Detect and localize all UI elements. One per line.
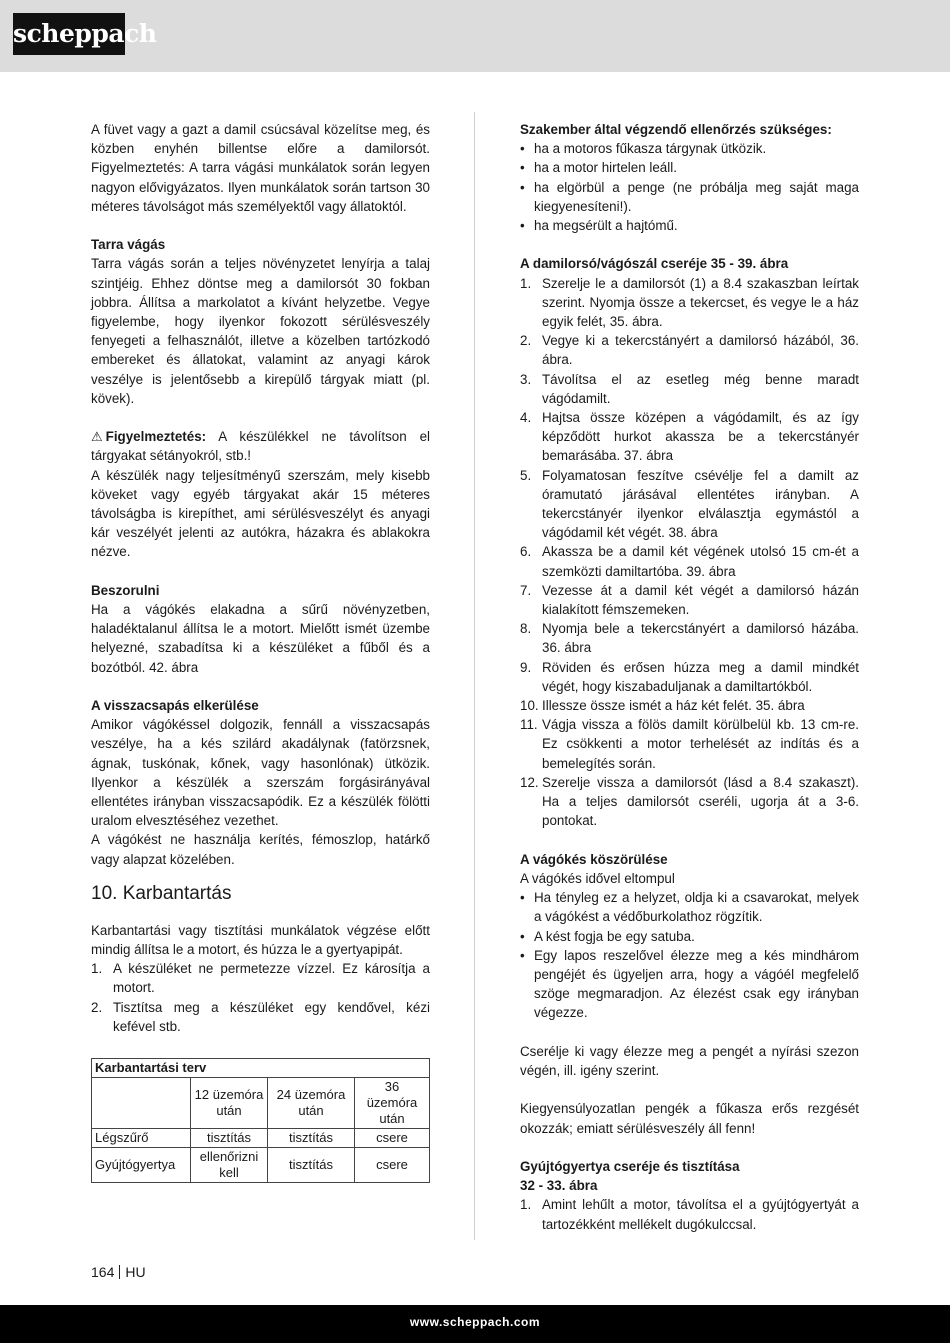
- list-item: • ha megsérült a hajtómű.: [520, 218, 678, 234]
- spool-steps-list: [520, 274, 859, 831]
- list-item: 1. Szerelje le a damilorsót (1) a 8.4 szakaszban leírtak szerint. Nyomja össze a tekercset, és vegye le a ház egyik felét, 35. ábra.: [520, 275, 859, 330]
- paragraph-koszorules: A vágókés idővel eltompul: [520, 870, 675, 886]
- list-item: • Ha tényleg ez a helyzet, oldja ki a csavarokat, melyek a vágókést a védőburkolathoz rögzítik.: [520, 890, 859, 925]
- paragraph-approach: A füvet vagy a gazt a damil csúcsával közelítse meg, és közben enyhén billentse előre a damilorsót. Figyelmeztetés: A tarra vágási munkálatok során legyen nagyon elővigyázatos. Ilyen munkálatok során tartson 30 méteres távolságot más személyektől vagy állatoktól.: [91, 122, 430, 214]
- table-cell: csere: [355, 1129, 430, 1148]
- table-cell: Légszűrő: [92, 1129, 191, 1148]
- list-item: 9. Röviden és erősen húzza meg a damil mindkét végét, hogy kiszabaduljanak a damiltartókból.: [520, 659, 859, 694]
- table-cell: tisztítás: [268, 1129, 355, 1148]
- paragraph-beszorul: Ha a vágókés elakadna a sűrű növényzetben, haladéktalanul állítsa le a motort. Mielőtt ismét üzembe helyezné, szabadítsa ki a készüléket a fűből és a bozótból. 42. ábra: [91, 602, 430, 675]
- page-number: 164 HU: [91, 1264, 146, 1280]
- heading-szakember: Szakember által végzendő ellenőrzés szükséges:: [520, 122, 832, 137]
- paragraph-csere: Cserélje ki vagy élezze meg a pengét a nyírási szezon végén, ill. igény szerint.: [520, 1043, 859, 1078]
- spark-plug-list: [520, 1195, 859, 1233]
- section-title-karbantartas: 10. Karbantartás: [91, 882, 232, 904]
- inspection-list: [520, 139, 859, 235]
- table-header-cell: 36 üzemóra után: [355, 1078, 430, 1129]
- list-item: 2. Vegye ki a tekercstányért a damilorsó házából, 36. ábra.: [520, 333, 859, 368]
- table-header-row: [92, 1078, 430, 1129]
- list-item: 11. Vágja vissza a fölös damilt körülbelül kb. 13 cm-re. Ez csökkenti a motor terhelését az indítás és a bemelegítés során.: [520, 717, 859, 771]
- heading-gyujtogyertya-figures: 32 - 33. ábra: [520, 1178, 598, 1194]
- heading-visszacsapas: A visszacsapás elkerülése: [91, 698, 259, 714]
- warning-label: Figyelmeztetés:: [105, 429, 207, 445]
- list-item: • Egy lapos reszelővel élezze meg a kés mindhárom pengéjét és ügyeljen arra, hogy a vágóél megfelelő szöge megmaradjon. Az élezést csak egy irányban végezze.: [520, 947, 859, 1021]
- maintenance-list: [91, 959, 430, 1036]
- scheppach-logo: scheppach: [13, 13, 125, 55]
- left-column: [91, 120, 430, 1183]
- paragraph-visszacsapas-2: A vágókést ne használja kerítés, fémoszlop, határkő vagy alapzat közelében.: [91, 832, 430, 867]
- list-item: 12. Szerelje vissza a damilorsót (lásd a 8.4 szakaszt). Ha a teljes damilorsót cseréli, ugorja át a 3-6. pontokat.: [520, 774, 859, 829]
- list-item: 3. Távolítsa el az esetleg még benne maradt vágódamilt.: [520, 371, 859, 406]
- maintenance-plan-table: [91, 1058, 430, 1183]
- table-title-row: [92, 1059, 430, 1078]
- heading-gyujtogyertya: Gyújtógyertya cseréje és tisztítása: [520, 1158, 740, 1174]
- right-column: [520, 120, 859, 1234]
- heading-damilorso: A damilorsó/vágószál cseréje 35 - 39. ábra: [520, 256, 789, 272]
- table-cell: Gyújtógyertya: [92, 1148, 191, 1183]
- footer-bar: [0, 1305, 950, 1343]
- table-row: [92, 1148, 430, 1183]
- paragraph-tarra: Tarra vágás során a teljes növényzetet lenyírja a talaj szintjéig. Ehhez döntse meg a damilorsót 30 fokban jobbra. Állítsa a markolatot a kívánt helyzetbe. Vegye figyelembe, hogy ilyenkor fokozott sérülésveszély fenyegeti a felhasználót, illetve a közelben tartózkodó embereket és állatokat, valamint az anyagi károk veszélye is jelentősebb a kirepülő tárgyak miatt (pl. kövek).: [91, 256, 430, 406]
- heading-tarra: Tarra vágás: [91, 237, 166, 253]
- heading-koszorules: A vágókés köszörülése: [520, 851, 668, 867]
- table-row: [92, 1129, 430, 1148]
- list-item: 8. Nyomja bele a tekercstányért a damilorsó házába. 36. ábra: [520, 621, 859, 656]
- list-item: 1. Amint lehűlt a motor, távolítsa el a gyújtógyertyát a tartozékként mellékelt dugókulccsal.: [520, 1197, 859, 1232]
- warning-triangle-icon: ⚠: [91, 429, 103, 445]
- list-item: 4. Hajtsa össze középen a vágódamilt, és az így képződött hurkot akassza be a tekercstányér bemarásába. 37. ábra: [520, 410, 859, 464]
- list-item: 7. Vezesse át a damil két végét a damilorsó házán kialakított fémszemeken.: [520, 582, 859, 618]
- heading-beszorul: Beszorulni: [91, 582, 160, 598]
- warning-text: A készülékkel ne távolítson el tárgyakat sétányokról, stb.!: [91, 429, 430, 464]
- list-item: 1. A készüléket ne permetezze vízzel. Ez károsítja a motort.: [91, 961, 430, 996]
- paragraph-warning-detail: A készülék nagy teljesítményű szerszám, mely kisebb köveket vagy egyéb tárgyakat akár 15 méteres távolságba is kirepíthet, ami sérülésveszélyt és anyagi kár veszélyét jelenti az autókra, házakra és ablakokra nézve.: [91, 467, 430, 560]
- header-bar: [0, 0, 950, 72]
- paragraph-karbantartas: Karbantartási vagy tisztítási munkálatok végzése előtt mindig állítsa le a motort, és húzza le a gyertyapipát.: [91, 922, 430, 958]
- list-item: 6. Akassza be a damil két végének utolsó 15 cm-ét a szemközti damiltartóba. 39. ábra: [520, 544, 859, 579]
- table-title: Karbantartási terv: [92, 1059, 430, 1078]
- list-item: • ha a motor hirtelen leáll.: [520, 160, 677, 176]
- table-cell: csere: [355, 1148, 430, 1183]
- table-header-cell: 12 üzemóra után: [191, 1078, 268, 1129]
- warning-paragraph: [91, 427, 430, 465]
- table-header-cell: 24 üzemóra után: [268, 1078, 355, 1129]
- list-item: • ha a motoros fűkasza tárgynak ütközik.: [520, 141, 767, 157]
- table-cell: tisztítás: [191, 1129, 268, 1148]
- sharpening-list: [520, 888, 859, 1022]
- table-header-cell: [92, 1078, 191, 1129]
- list-item: 2. Tisztítsa meg a készüléket egy kendővel, kézi kefével stb.: [91, 999, 430, 1034]
- website-link[interactable]: www.scheppach.com: [409, 1315, 540, 1329]
- paragraph-visszacsapas: Amikor vágókéssel dolgozik, fennáll a visszacsapás veszélye, ha a kés szilárd akadálynak (fatörzsnek, ágnak, tuskónak, kőnek, vagy hasonlónak) ütközik. Ilyenkor a készülék a szerszám forgásirányával ellentétes irányban visszacsapódik. Ez a készülék fölötti uralom elvesztéséhez vezethet.: [91, 717, 430, 829]
- list-item: 10. Illessze össze ismét a ház két felét. 35. ábra: [520, 698, 805, 714]
- paragraph-kiegyensulyozatlan: Kiegyensúlyozatlan pengék a fűkasza erős rezgését okozzák; emiatt sérülésveszély áll fenn!: [520, 1101, 859, 1136]
- column-divider: [474, 112, 475, 1240]
- table-cell: tisztítás: [268, 1148, 355, 1183]
- list-item: 5. Folyamatosan feszítve csévélje fel a damilt az óramutató járásával ellentétes irányban. A tekercstányér ilyenkor elválasztja egymástól a vágódamil két végét. 38. ábra: [520, 467, 859, 541]
- list-item: • A kést fogja be egy satuba.: [520, 928, 695, 944]
- list-item: • ha elgörbül a penge (ne próbálja meg saját maga kiegyenesíteni!).: [520, 179, 859, 214]
- table-cell: ellenőrizni kell: [191, 1148, 268, 1183]
